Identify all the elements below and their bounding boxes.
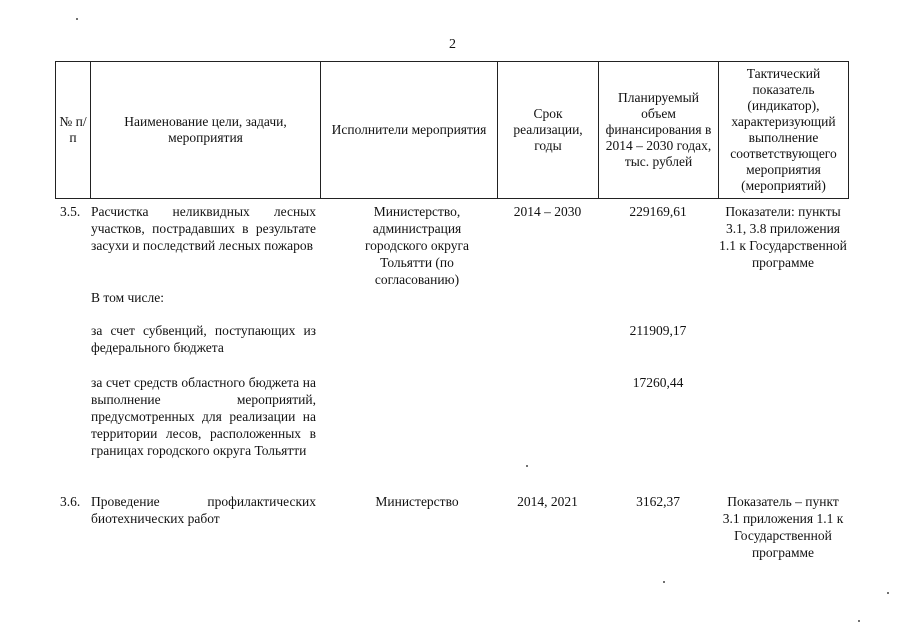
row-3-6-financing: 3162,37 xyxy=(636,494,680,509)
header-indicator: Тактический показатель (индикатор), характеризующий выполнение соответствующего мероприятия (мероприятий) xyxy=(719,62,849,199)
row-3-5-term: 2014 – 2030 xyxy=(513,204,582,219)
row-3-6-num: 3.6. xyxy=(60,494,81,509)
header-term: Срок реализации, годы xyxy=(498,62,599,199)
scan-speck xyxy=(526,465,528,467)
scan-speck xyxy=(887,592,889,594)
row-3-6-executor: Министерство xyxy=(375,494,459,509)
table-header xyxy=(55,61,849,199)
header-num: № п/п xyxy=(56,62,91,199)
including-label: В том числе: xyxy=(91,290,164,305)
row-3-5-executor: Министерство, администрация городского округа Тольятти (по согласованию) xyxy=(364,204,470,287)
row-3-6-name: Проведение профилактических биотехнических работ xyxy=(91,494,316,526)
sub-federal-name: за счет субвенций, поступающих из федерального бюджета xyxy=(91,323,316,355)
row-3-6-indicator: Показатель – пункт 3.1 приложения 1.1 к Государственной программе xyxy=(722,494,844,560)
row-3-5-num: 3.5. xyxy=(60,204,81,219)
header-name: Наименование цели, задачи, мероприятия xyxy=(91,62,321,199)
row-3-5-indicator: Показатели: пункты 3.1, 3.8 приложения 1.1 к Государственной программе xyxy=(719,204,847,270)
scan-speck xyxy=(858,620,860,622)
scan-speck xyxy=(663,581,665,583)
sub-regional-financing: 17260,44 xyxy=(632,375,684,390)
header-financing: Планируемый объем финансирования в 2014 – 2030 годах, тыс. рублей xyxy=(599,62,719,199)
page-number: 2 xyxy=(449,37,456,52)
scan-speck xyxy=(76,18,78,20)
sub-regional-name: за счет средств областного бюджета на выполнение мероприятий, предусмотренных для реализации на территории лесов, расположенных в границах городского округа Тольятти xyxy=(91,375,316,458)
row-3-6-term: 2014, 2021 xyxy=(517,494,578,509)
sub-federal-financing: 211909,17 xyxy=(629,323,687,338)
row-3-5-name: Расчистка неликвидных лесных участков, пострадавших в результате засухи и последствий лесных пожаров xyxy=(91,204,316,253)
row-3-5-financing: 229169,61 xyxy=(629,204,687,219)
header-executor: Исполнители мероприятия xyxy=(321,62,498,199)
